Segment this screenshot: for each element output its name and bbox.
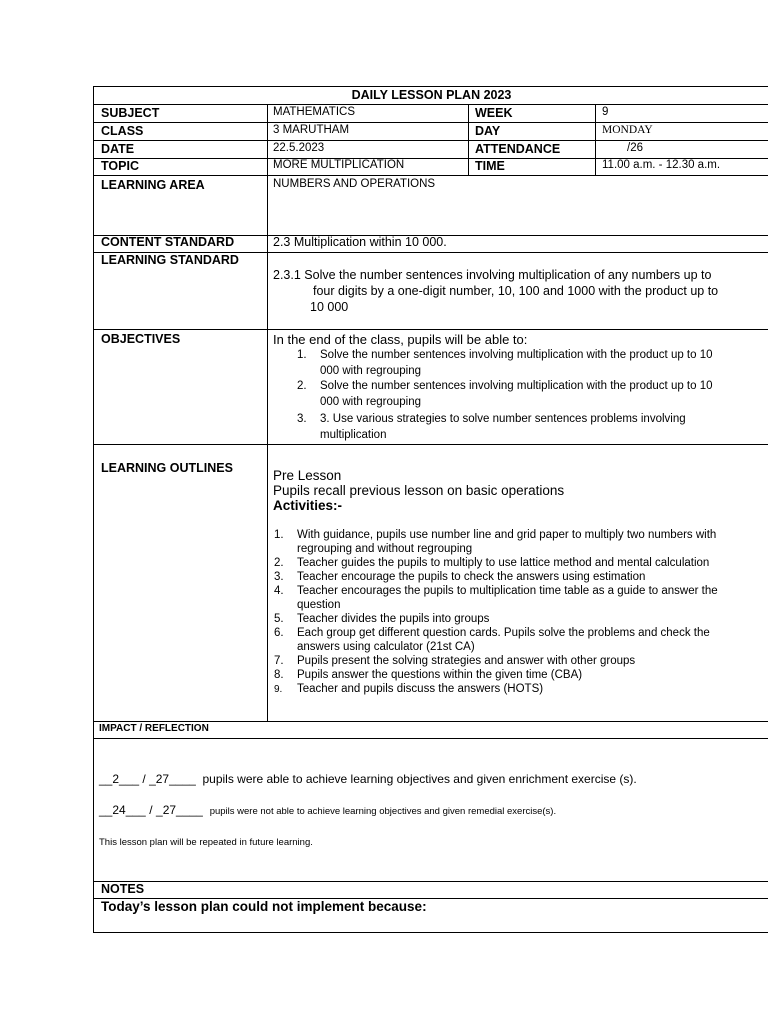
learning-area-value: NUMBERS AND OPERATIONS [273,178,436,190]
notes-text: Today’s lesson plan could not implement because: [101,899,427,914]
not-achieved-count: __24___ [99,803,146,817]
objectives-label: OBJECTIVES [101,332,181,346]
row-divider [94,140,768,141]
topic-label: TOPIC [101,159,139,173]
class-value: 3 MARUTHAM [273,124,350,136]
achieved-line [99,772,637,787]
learning-standard-line: 2.3.1 Solve the number sentences involving multiplication of any numbers up to [273,268,712,282]
activity-text: Pupils answer the questions within the given time (CBA) [297,669,583,681]
not-achieved-text: pupils were not able to achieve learning objectives and given remedial exercise(s). [209,806,557,817]
objective-number: 3. [297,413,307,425]
subject-label: SUBJECT [101,106,160,120]
notes-label: NOTES [101,882,145,896]
pre-lesson-heading: Pre Lesson [273,468,342,483]
activity-item [274,528,718,542]
objective-item [297,412,686,443]
activity-text: Teacher encourages the pupils to multiplication time table as a guide to answer the [297,585,718,597]
content-standard-label: CONTENT STANDARD [101,235,235,249]
learning-standard-line: four digits by a one-digit number, 10, 100 and 1000 with the product up to [313,284,719,298]
page-title: DAILY LESSON PLAN 2023 [351,88,512,102]
learning-outlines-label: LEARNING OUTLINES [101,461,233,475]
activity-item-cont [274,542,718,556]
not-achieved-total: _27____ [156,803,203,817]
column-divider [468,104,469,175]
objective-text-cont: 000 with regrouping [320,364,422,377]
activities-list [274,528,718,697]
day-label: DAY [475,124,501,138]
objective-text: Solve the number sentences involving multiplication with the product up to 10 [320,349,713,361]
objective-text-cont: 000 with regrouping [320,395,422,408]
activity-item [274,584,718,598]
objectives-intro: In the end of the class, pupils will be able to: [273,332,528,347]
topic-value: MORE MULTIPLICATION [273,159,405,171]
lesson-plan-table [93,86,768,933]
learning-area-label: LEARNING AREA [101,178,205,192]
activity-number: 4. [274,585,284,597]
content-standard-value: 2.3 Multiplication within 10 000. [273,235,447,249]
row-divider [94,122,768,123]
time-label: TIME [475,159,505,173]
row-divider [94,444,768,445]
achieved-count: __2___ [99,772,140,786]
activity-text: Teacher and pupils discuss the answers (HOTS) [297,683,544,695]
week-value: 9 [602,106,609,118]
activity-item [274,668,718,682]
activity-text-cont: regrouping and without regrouping [297,543,473,555]
repeat-note: This lesson plan will be repeated in future learning. [99,837,313,848]
activity-text: Teacher guides the pupils to multiply to use lattice method and mental calculation [297,557,710,569]
activity-item [274,654,718,668]
objective-item [297,379,713,410]
column-divider [267,104,268,721]
achieved-total: _27____ [149,772,196,786]
column-divider [595,104,596,175]
activity-text-cont: answers using calculator (21st CA) [297,641,475,653]
activity-item [274,612,718,626]
objective-text: Solve the number sentences involving multiplication with the product up to 10 [320,380,713,392]
impact-reflection-label: IMPACT / REFLECTION [99,723,209,734]
objective-number: 2. [297,380,307,392]
learning-standard-line: 10 000 [310,300,349,314]
fraction-separator: / [149,803,153,817]
activity-item [274,682,718,697]
activity-text-cont: question [297,599,341,611]
activity-number: 5. [274,613,284,625]
date-label: DATE [101,142,135,156]
activity-text: Pupils present the solving strategies and answer with other groups [297,655,636,667]
activity-number: 9. [274,684,283,695]
day-value: MONDAY [602,124,653,136]
week-label: WEEK [475,106,513,120]
pre-lesson-recall: Pupils recall previous lesson on basic operations [273,483,565,498]
learning-standard-label: LEARNING STANDARD [101,253,239,267]
activity-item [274,626,718,640]
activity-number: 3. [274,571,284,583]
attendance-label: ATTENDANCE [475,142,561,156]
row-divider [94,881,768,882]
activity-number: 6. [274,627,284,639]
activity-text: With guidance, pupils use number line and grid paper to multiply two numbers with [297,529,717,541]
activity-text: Teacher encourage the pupils to check the answers using estimation [297,571,646,583]
activity-item-cont [274,640,718,654]
class-label: CLASS [101,124,144,138]
date-value: 22.5.2023 [273,142,325,154]
objective-number: 1. [297,349,307,361]
subject-value: MATHEMATICS [273,106,355,118]
activity-number: 1. [274,529,284,541]
row-divider [94,738,768,739]
activity-number: 8. [274,669,284,681]
activity-number: 7. [274,655,284,667]
row-divider [94,104,768,105]
activity-item [274,570,718,584]
activity-item-cont [274,598,718,612]
row-divider [94,175,768,176]
fraction-separator: / [142,772,146,786]
achieved-text: pupils were able to achieve learning objectives and given enrichment exercise (s). [202,772,637,786]
objective-text-cont: multiplication [320,428,387,441]
objective-text: 3. Use various strategies to solve number sentences problems involving [320,413,686,425]
time-value: 11.00 a.m. - 12.30 a.m. [602,159,721,171]
row-divider [94,329,768,330]
attendance-value: /26 [627,142,643,154]
objective-item [297,348,713,379]
activity-text: Teacher divides the pupils into groups [297,613,490,625]
activity-item [274,556,718,570]
not-achieved-line [99,803,556,819]
activities-heading: Activities:- [273,498,343,513]
activity-number: 2. [274,557,284,569]
activity-text: Each group get different question cards. Pupils solve the problems and check the [297,627,710,639]
